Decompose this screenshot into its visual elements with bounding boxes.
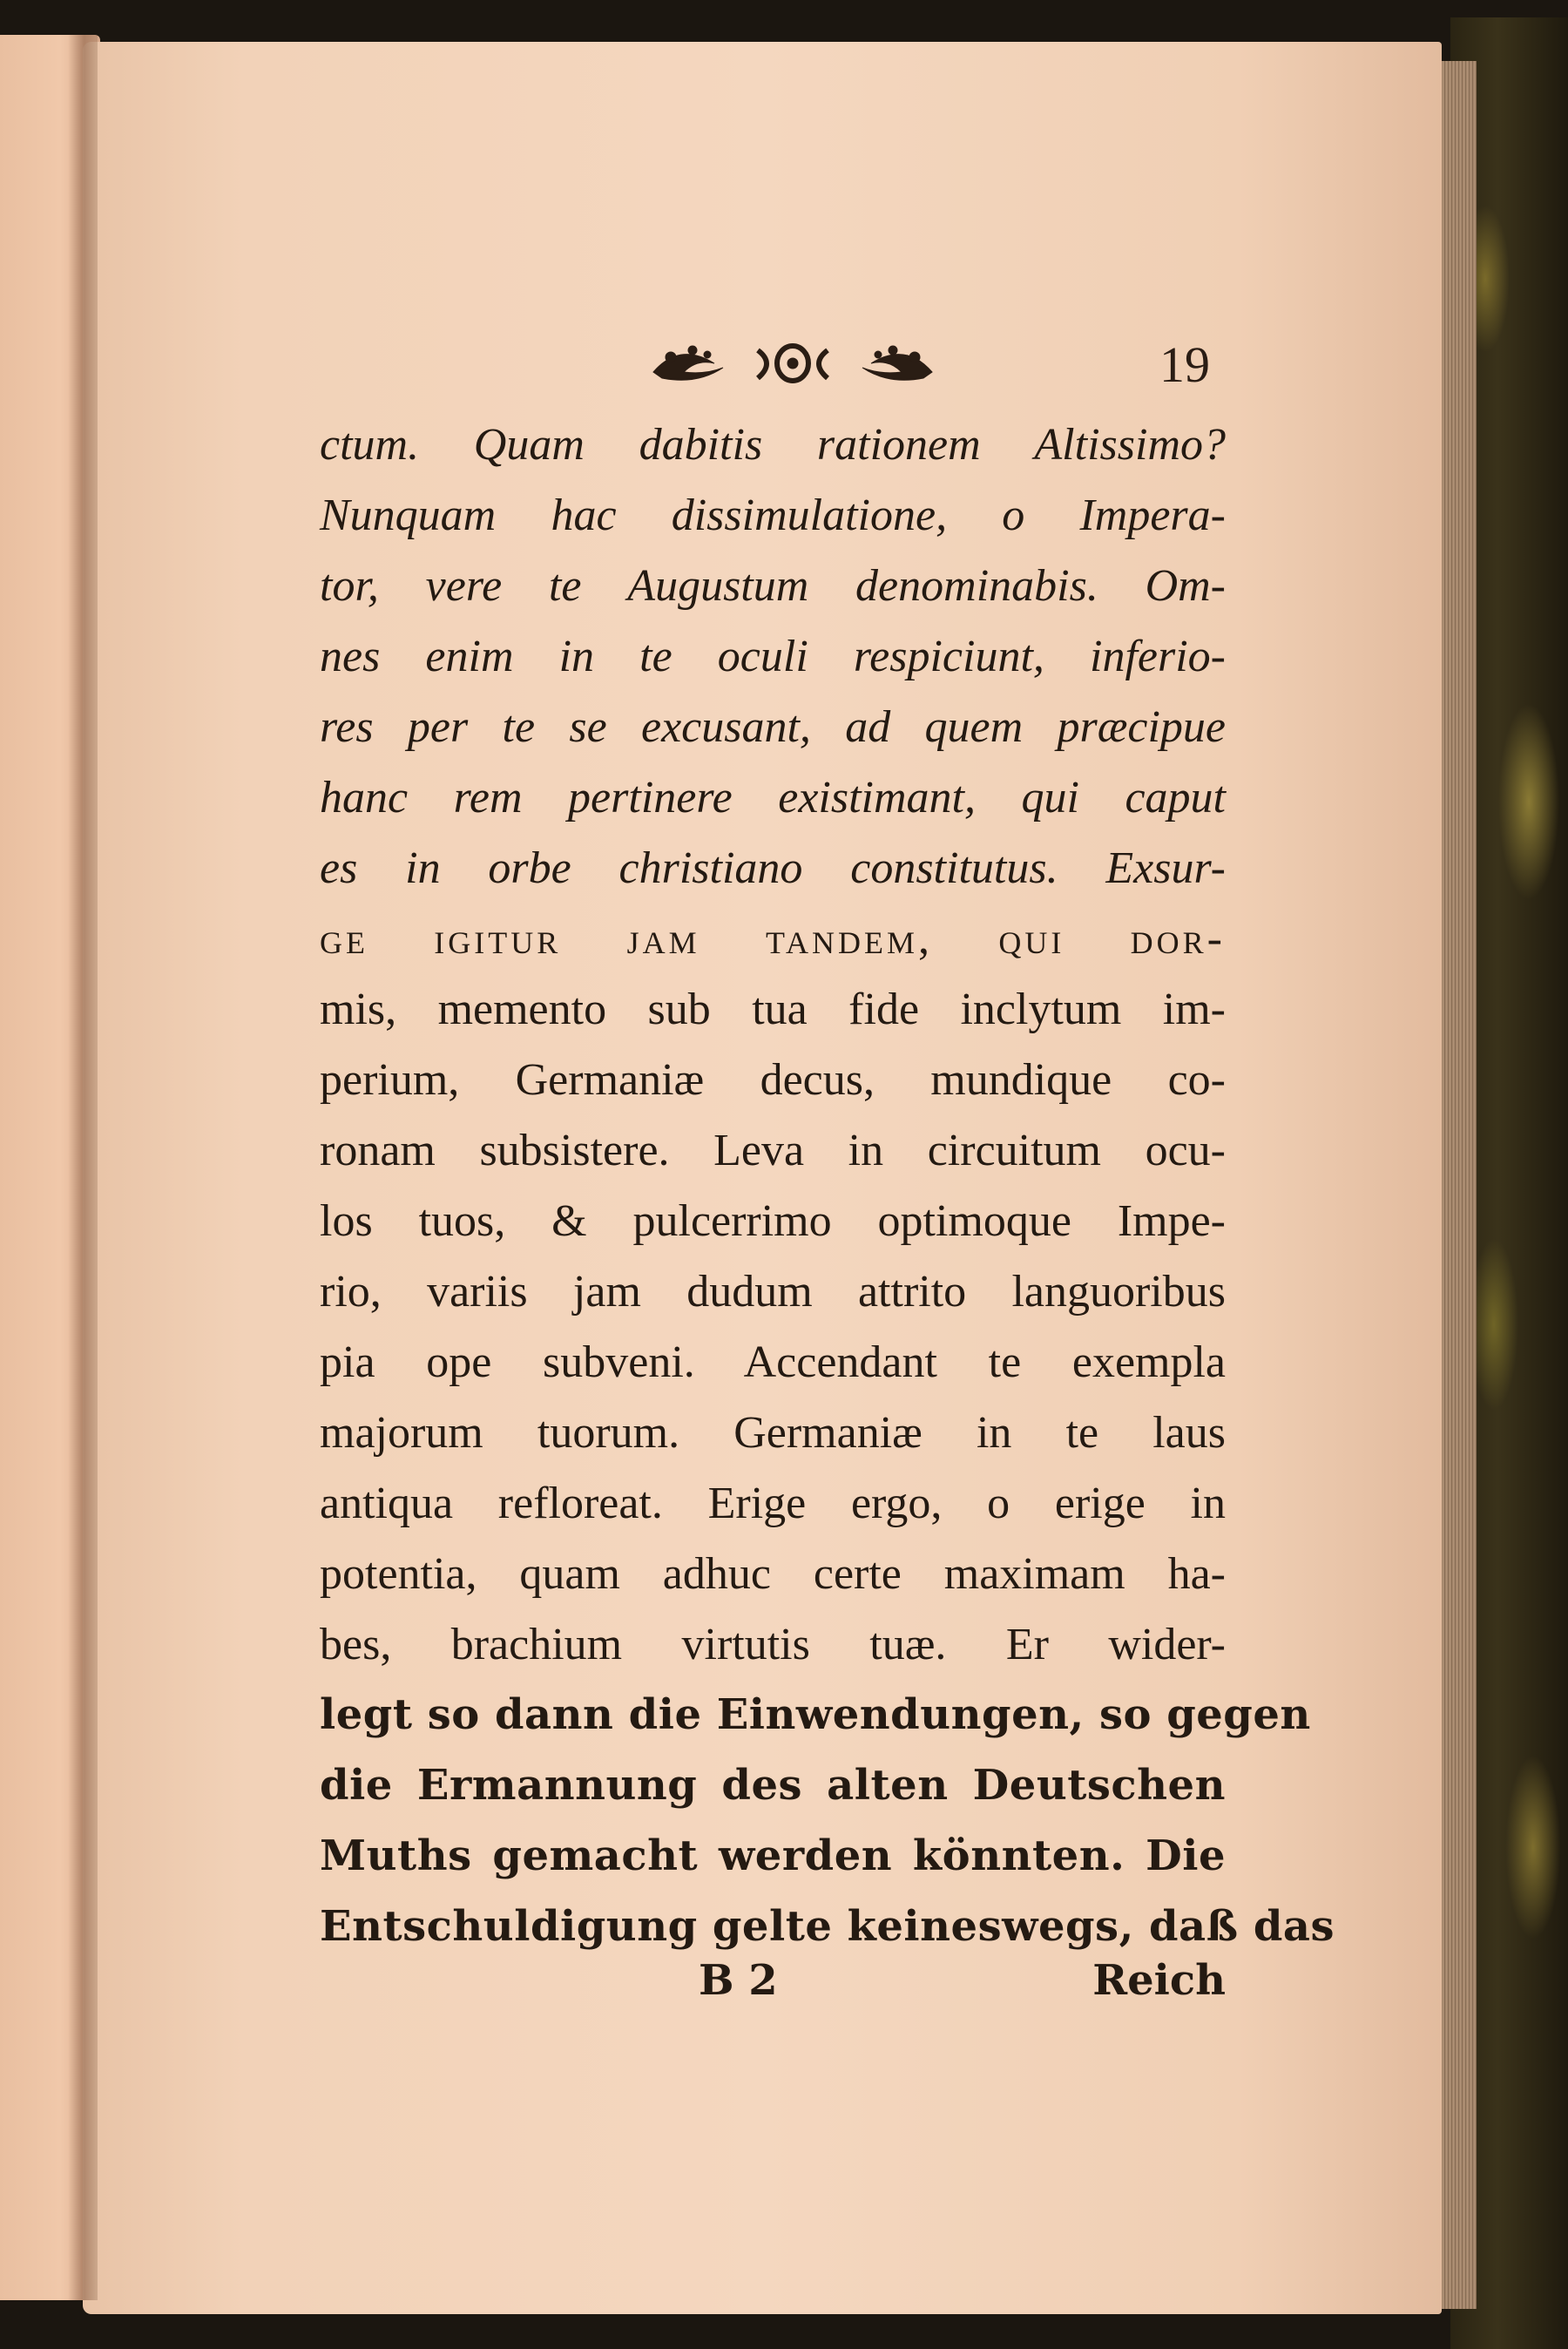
text-line: majorum tuorum. Germaniæ in te laus bbox=[320, 1408, 1226, 1458]
text-line: tor, vere te Augustum denominabis. Om- bbox=[320, 561, 1226, 611]
binding-gutter bbox=[68, 35, 98, 2300]
text-line: ctum. Quam dabitis rationem Altissimo? bbox=[320, 420, 1226, 470]
text-line: Entschuldigung gelte keineswegs, daß das bbox=[320, 1902, 1335, 1951]
text-line: bes, brachium virtutis tuæ. Er wider- bbox=[320, 1620, 1226, 1669]
floral-ornament-icon bbox=[645, 324, 941, 394]
text-line: res per te se excusant, ad quem præcipue bbox=[320, 702, 1226, 752]
text-line: Nunquam hac dissimulatione, o Impera- bbox=[320, 491, 1226, 540]
signature-mark: B 2 bbox=[699, 1956, 778, 2005]
text-line: antiqua refloreat. Erige ergo, o erige in bbox=[320, 1479, 1226, 1528]
text-line: ronam subsistere. Leva in circuitum ocu- bbox=[320, 1126, 1226, 1175]
page-footer bbox=[320, 1956, 1226, 2026]
text-line: perium, Germaniæ decus, mundique co- bbox=[320, 1055, 1226, 1105]
text-line: Muths gemacht werden könnten. Die bbox=[320, 1831, 1226, 1880]
text-line: rio, variis jam dudum attrito languoribus bbox=[320, 1267, 1226, 1317]
text-line: los tuos, & pulcerrimo optimoque Impe- bbox=[320, 1196, 1226, 1246]
catchword: Reich bbox=[1092, 1956, 1226, 2005]
text-line: mis, memento sub tua fide inclytum im- bbox=[320, 985, 1226, 1034]
text-line: es in orbe christiano constitutus. Exsur- bbox=[320, 843, 1226, 893]
text-line: legt so dann die Einwendungen, so gegen bbox=[320, 1690, 1311, 1739]
text-line: die Ermannung des alten Deutschen bbox=[320, 1761, 1226, 1810]
text-line: nes enim in te oculi respiciunt, inferio- bbox=[320, 632, 1226, 681]
text-line: pia ope subveni. Accendant te exempla bbox=[320, 1337, 1226, 1387]
body-text bbox=[320, 410, 1335, 1962]
text-line: hanc rem pertinere existimant, qui caput bbox=[320, 773, 1226, 822]
page-number: 19 bbox=[1159, 336, 1210, 393]
text-line: potentia, quam adhuc certe maximam ha- bbox=[320, 1549, 1226, 1599]
text-line: ge igitur jam tandem, qui dor- bbox=[320, 914, 1226, 964]
